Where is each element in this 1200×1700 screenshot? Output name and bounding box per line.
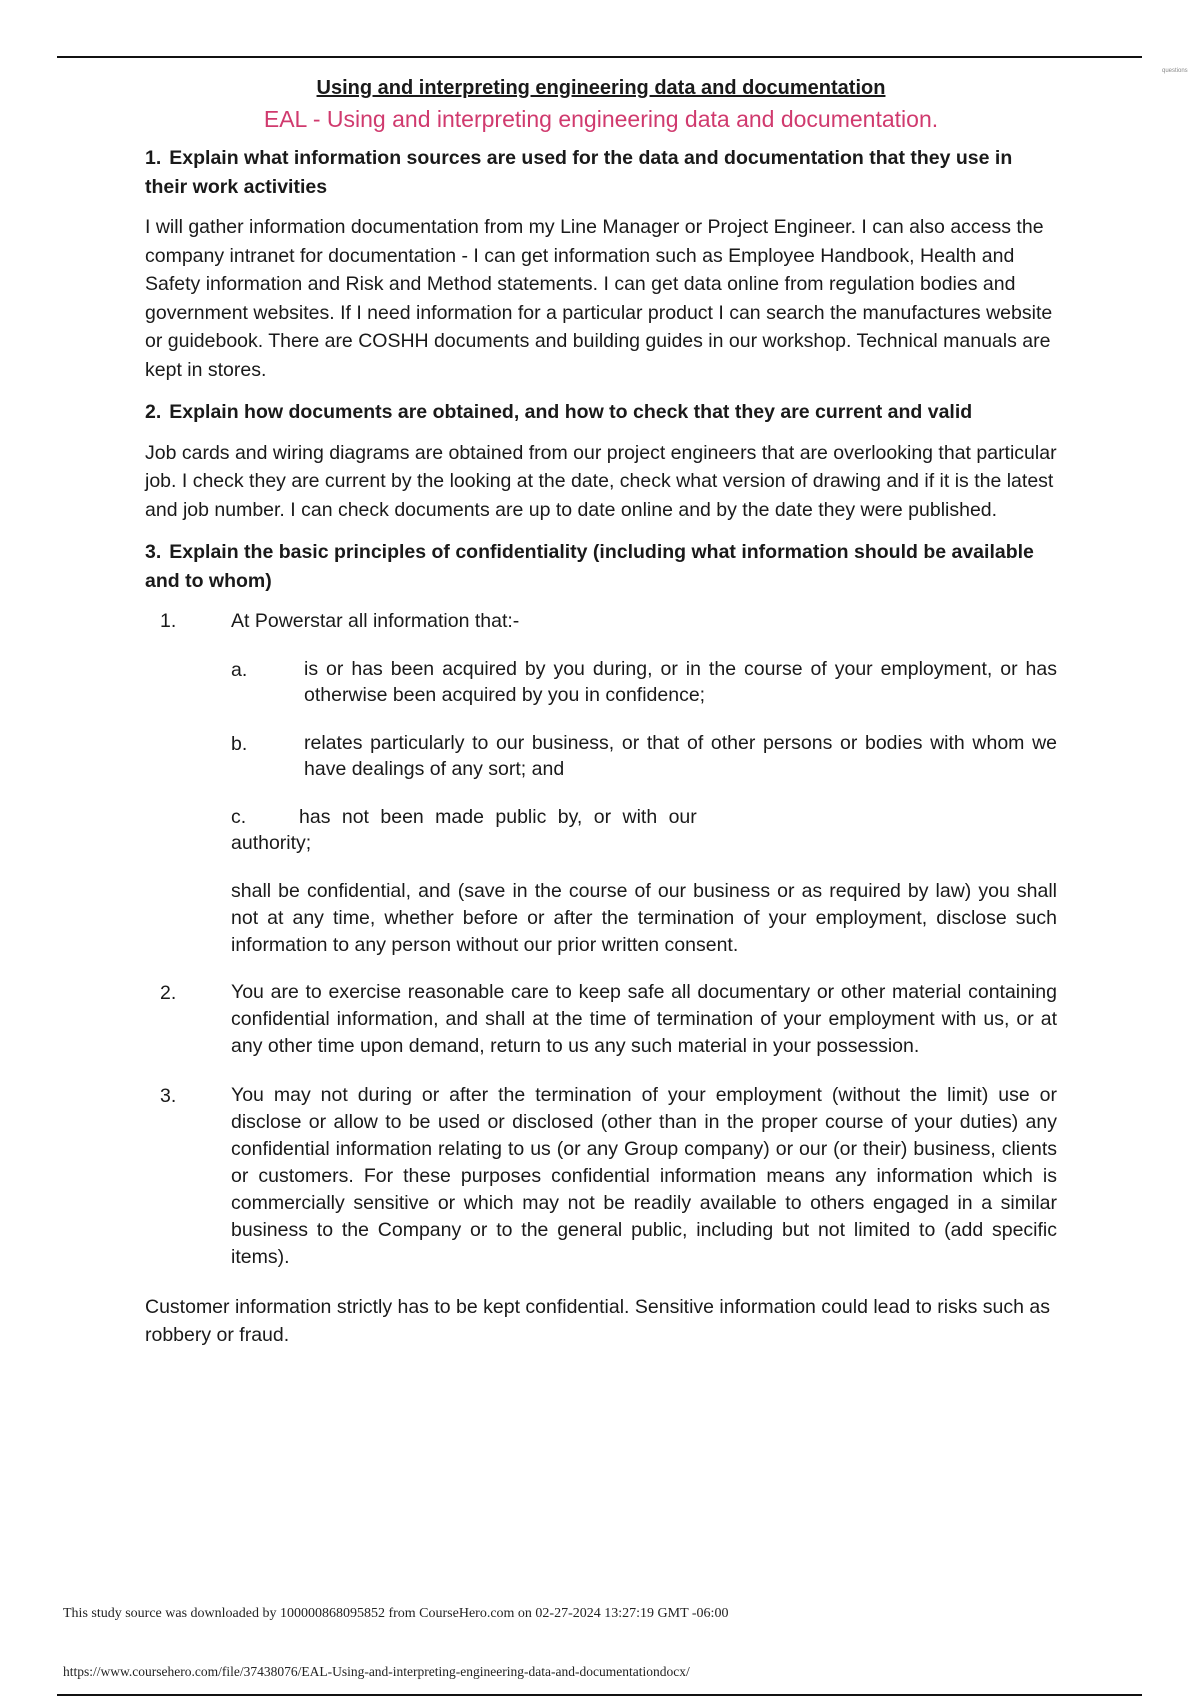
clause-text: You are to exercise reasonable care to keep safe all documentary or other material containing confidential information, and shall at the time of termination of your employment with us, or at any other time upon demand, return to us any such material in your possession. xyxy=(231,980,1057,1057)
question-number: 1. xyxy=(145,147,162,169)
clause-number: 1. xyxy=(160,610,177,632)
clause-intro: At Powerstar all information that:- xyxy=(231,610,520,632)
download-note: This study source was downloaded by 100000868095852 from CourseHero.com on 02-27-2024 13:27:19 GMT -06:00 xyxy=(63,1606,729,1621)
subitem-text-line1: has not been made public by, or with our xyxy=(299,805,697,828)
document-title: Using and interpreting engineering data and documentation xyxy=(316,77,886,99)
policy-clause-2 xyxy=(145,979,1057,1060)
question-1 xyxy=(145,144,1057,201)
subitem-label: c. xyxy=(231,805,247,828)
top-divider xyxy=(57,56,1142,58)
question-3 xyxy=(145,538,1057,595)
policy-subitem-a xyxy=(145,656,1057,708)
policy-clause-1 xyxy=(145,607,1057,636)
source-url[interactable]: https://www.coursehero.com/file/37438076/EAL-Using-and-interpreting-engineering-data-and-documentationdocx/ xyxy=(63,1664,690,1679)
question-2 xyxy=(145,398,1057,427)
policy-clause-1-closing: shall be confidential, and (save in the course of our business or as required by law) you shall not at any time, whether before or after the termination of your employment, disclose such information to any person without our prior written consent. xyxy=(231,879,1057,956)
clause-number: 3. xyxy=(160,1084,177,1107)
bottom-divider xyxy=(57,1694,1142,1696)
subitem-label: a. xyxy=(231,658,248,681)
subitem-text: relates particularly to our business, or that of other persons or bodies with whom we have dealings of any sort; and xyxy=(304,731,1057,780)
corner-mark: questions xyxy=(1162,68,1188,74)
question-text: Explain the basic principles of confidentiality (including what information should be available and to whom) xyxy=(145,541,1034,592)
clause-text: You may not during or after the termination of your employment (without the limit) use or disclose or allow to be used or disclosed (other than in the proper course of your duties) any confidential information relating to us (or any Group company) or our (or their) business, clients or customers. For these purposes confidential information means any information which is commercially sensitive or which may not be readily available to others engaged in a similar business to the Company or to the general public, including but not limited to (add specific items). xyxy=(231,1083,1057,1268)
clause-number: 2. xyxy=(160,981,177,1004)
subitem-label: b. xyxy=(231,732,248,755)
answer-2: Job cards and wiring diagrams are obtained from our project engineers that are overlooking that particular job. I check they are current by the looking at the date, check what version of drawing and if it is the latest and job number. I can check documents are up to date online and by the date they were published. xyxy=(145,441,1057,521)
policy-subitem-b xyxy=(145,730,1057,782)
question-number: 3. xyxy=(145,541,162,563)
subitem-text-line2: authority; xyxy=(231,831,312,854)
question-text: Explain how documents are obtained, and how to check that they are current and valid xyxy=(169,401,973,423)
question-number: 2. xyxy=(145,401,162,423)
document-page xyxy=(145,70,1057,1364)
confidentiality-policy xyxy=(145,607,1057,1271)
subitem-text: is or has been acquired by you during, or in the course of your employment, or has otherwise been acquired by you in confidence; xyxy=(304,657,1057,706)
document-subtitle: EAL - Using and interpreting engineering data and documentation. xyxy=(263,106,939,132)
policy-subitem-c xyxy=(145,804,1057,856)
policy-clause-3 xyxy=(145,1082,1057,1271)
question-text: Explain what information sources are used for the data and documentation that they use in their work activities xyxy=(145,147,1013,198)
answer-1: I will gather information documentation from my Line Manager or Project Engineer. I can also access the company intranet for documentation - I can get information such as Employee Handbook, Health and Safety information and Risk and Method statements. I can get data online from regulation bodies and government websites. If I need information for a particular product I can search the manufactures website or guidebook. There are COSHH documents and building guides in our workshop. Technical manuals are kept in stores. xyxy=(145,216,1053,381)
answer-3: Customer information strictly has to be kept confidential. Sensitive information could lead to risks such as robbery or fraud. xyxy=(145,1295,1051,1346)
